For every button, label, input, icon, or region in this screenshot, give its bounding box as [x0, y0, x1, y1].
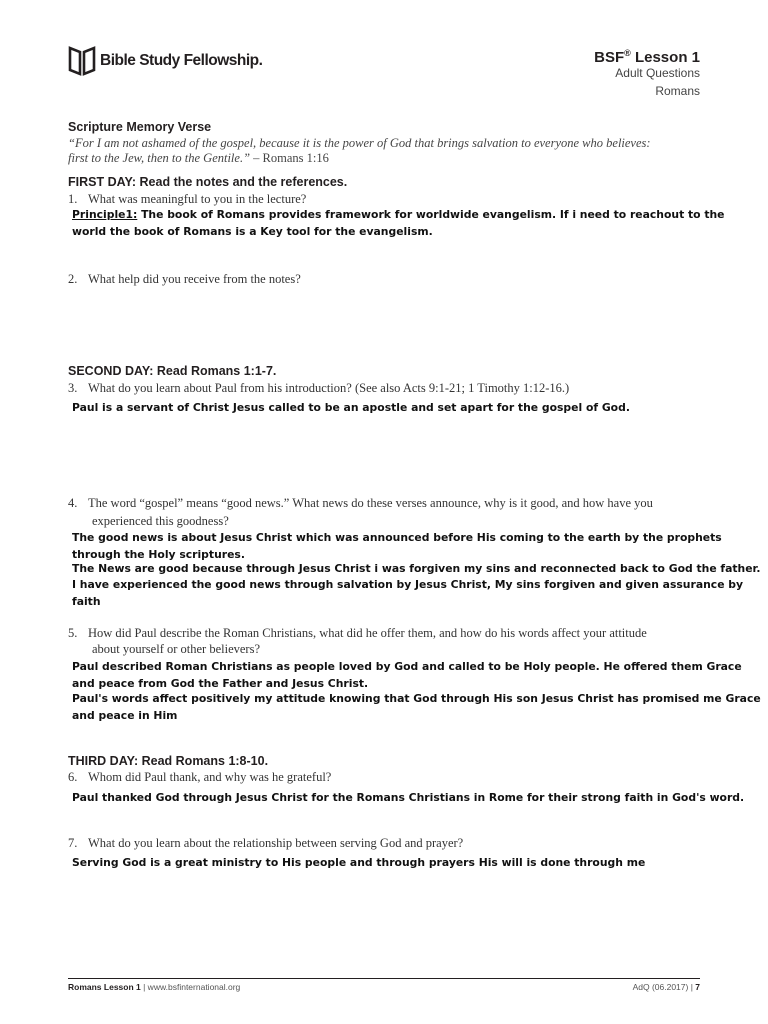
question-1	[68, 192, 306, 207]
lesson-label: Lesson 1	[630, 49, 700, 66]
lesson-title	[594, 48, 700, 66]
question-4-line2: experienced this goodness?	[92, 514, 229, 528]
bsf-label: BSF	[594, 49, 625, 66]
footer-divider	[68, 978, 700, 979]
day3-heading: THIRD DAY: Read Romans 1:8-10.	[68, 754, 269, 768]
footer-left	[68, 982, 240, 992]
question-4-line1: The word “gospel” means “good news.” What news do these verses announce, why is it good, and how have you	[88, 496, 653, 510]
page-number: 7	[695, 982, 700, 992]
question-7	[68, 836, 463, 851]
question-4	[68, 496, 653, 511]
registered-mark: ®	[624, 48, 631, 58]
question-2-number: 2.	[68, 272, 78, 286]
question-1-text: What was meaningful to you in the lecture?	[88, 192, 307, 206]
answer-1	[72, 207, 762, 240]
answer-7: Serving God is a great ministry to His people and through prayers His will is done through me	[72, 856, 646, 869]
question-6	[68, 770, 331, 785]
footer-website: | www.bsfinternational.org	[140, 982, 241, 992]
answer-6: Paul thanked God through Jesus Christ for the Romans Christians in Rome for their strong faith in God's word.	[72, 791, 745, 804]
question-6-number: 6.	[68, 770, 78, 784]
question-2-text: What help did you receive from the notes?	[88, 272, 301, 286]
answer-5-part2: Paul's words affect positively my attitude knowing that God through His son Jesus Christ has promised me Grace and peace in Him	[72, 692, 761, 722]
answer-4-part1: The good news is about Jesus Christ which was announced before His coming to the earth by the prophets through the Holy scriptures.	[72, 531, 722, 561]
footer-version: AdQ (06.2017) |	[632, 982, 696, 992]
answer-3: Paul is a servant of Christ Jesus called to be an apostle and set apart for the gospel of God.	[72, 401, 630, 414]
day1-heading: FIRST DAY: Read the notes and the references.	[68, 175, 348, 189]
lesson-subtitle: Adult Questions	[615, 66, 700, 80]
logo-text: Bible Study Fellowship.	[100, 52, 263, 69]
answer-4-part3: I have experienced the good news through salvation by Jesus Christ, My sins forgiven and given assurance by faith	[72, 578, 744, 608]
day2-heading: SECOND DAY: Read Romans 1:1-7.	[68, 364, 277, 378]
bsf-logo	[68, 46, 262, 76]
question-7-number: 7.	[68, 836, 78, 850]
question-5-number: 5.	[68, 626, 78, 640]
memory-verse-reference: – Romans 1:16	[250, 151, 329, 165]
question-5	[68, 626, 647, 641]
question-3-number: 3.	[68, 381, 78, 395]
question-7-text: What do you learn about the relationship between serving God and prayer?	[88, 836, 464, 850]
question-1-number: 1.	[68, 192, 78, 206]
memory-verse-line1: “For I am not ashamed of the gospel, because it is the power of God that brings salvation to everyone who believes:	[68, 136, 651, 150]
question-6-text: Whom did Paul thank, and why was he grateful?	[88, 770, 332, 784]
footer-right	[633, 982, 700, 992]
answer-5-part1: Paul described Roman Christians as people loved by God and called to be Holy people. He offered them Grace and peace from God the Father and Jesus Christ.	[72, 660, 742, 690]
memory-verse-text: first to the Jew, then to the Gentile.”	[68, 151, 251, 165]
memory-verse-heading: Scripture Memory Verse	[68, 120, 212, 134]
question-4-number: 4.	[68, 496, 78, 510]
question-2	[68, 272, 301, 287]
answer-1-text: The book of Romans provides framework for worldwide evangelism. If i need to reachout to the world the book of Romans is a Key tool for the evangelism.	[72, 208, 725, 238]
question-5-line2: about yourself or other believers?	[92, 642, 260, 656]
answer-1-label: Principle1:	[72, 208, 138, 221]
lesson-book: Romans	[655, 84, 700, 98]
question-3-text: What do you learn about Paul from his introduction? (See also Acts 9:1-21; 1 Timothy 1:12-16.)	[88, 381, 570, 395]
memory-verse-line2	[68, 151, 329, 166]
answer-4-part2: The News are good because through Jesus Christ i was forgiven my sins and reconnected back to God the father.	[72, 562, 761, 575]
question-3	[68, 381, 569, 396]
footer-lesson: Romans Lesson 1	[68, 982, 141, 992]
open-book-icon	[68, 46, 96, 76]
question-5-line1: How did Paul describe the Roman Christians, what did he offer them, and how do his words affect your attitude	[88, 626, 647, 640]
